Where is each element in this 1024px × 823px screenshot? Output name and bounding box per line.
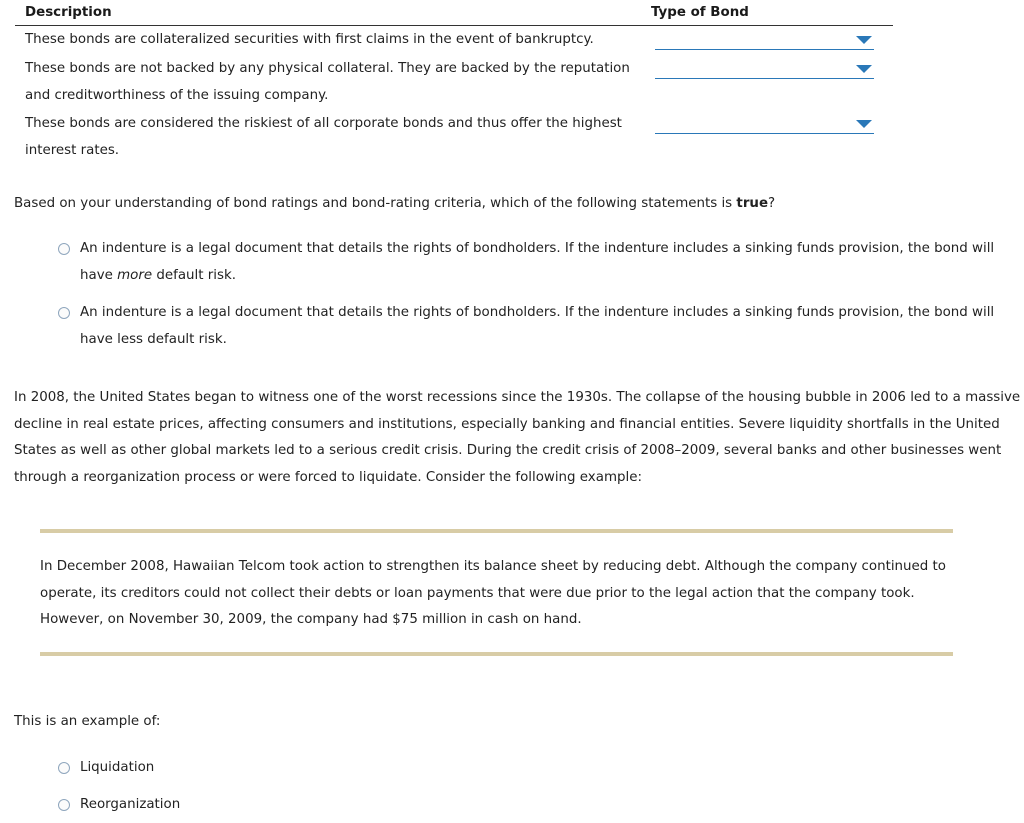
example-paragraph: In December 2008, Hawaiian Telcom took action to strengthen its balance sheet by reducing debt. Although the company continued to operate, its creditors could not collect their debts or loan payments that were due prior to the legal action that the company took. However, on November 30, 2009, the company had $75 million in cash on hand.	[40, 559, 946, 627]
question-1-prompt: Based on your understanding of bond ratings and bond-rating criteria, which of the following statements is true?	[14, 196, 776, 211]
bond-type-select-1[interactable]	[655, 31, 874, 50]
example-bottom-rule	[40, 652, 953, 656]
q2-option-liquidation-label[interactable]: Liquidation	[80, 760, 155, 775]
bond-type-select-2[interactable]	[655, 60, 874, 79]
q2-option-reorganization-radio[interactable]	[58, 799, 70, 811]
dropdown-arrow-icon	[856, 36, 872, 44]
question-2-prompt: This is an example of:	[14, 714, 161, 729]
q1-option-1-label[interactable]: An indenture is a legal document that details the rights of bondholders. If the indenture includes a sinking funds provision, the bond will have more default risk.	[80, 241, 995, 283]
q2-option-liquidation-radio[interactable]	[58, 762, 70, 774]
row-2-description: These bonds are not backed by any physical collateral. They are backed by the reputation and creditworthiness of the issuing company.	[25, 61, 630, 103]
dropdown-arrow-icon	[856, 120, 872, 128]
q1-option-2-label[interactable]: An indenture is a legal document that details the rights of bondholders. If the indenture includes a sinking funds provision, the bond will have less default risk.	[80, 305, 995, 347]
row-1-description: These bonds are collateralized securities with first claims in the event of bankruptcy.	[25, 32, 594, 47]
q2-option-reorganization-label[interactable]: Reorganization	[80, 797, 181, 812]
type-of-bond-header: Type of Bond	[651, 5, 749, 20]
row-3-description: These bonds are considered the riskiest of all corporate bonds and thus offer the highest interest rates.	[25, 116, 622, 158]
context-paragraph: In 2008, the United States began to witness one of the worst recessions since the 1930s. The collapse of the housing bubble in 2006 led to a massive decline in real estate prices, affecting consumers and institutions, especially banking and financial entities. Severe liquidity shortfalls in the United States as well as other global markets led to a serious credit crisis. During the credit crisis of 2008–2009, several banks and other businesses went through a reorganization process or were forced to liquidate. Consider the following example:	[14, 390, 1021, 485]
header-divider	[15, 25, 893, 26]
dropdown-arrow-icon	[856, 65, 872, 73]
q1-option-1-radio[interactable]	[58, 243, 70, 255]
bond-type-select-3[interactable]	[655, 115, 874, 134]
q1-option-2-radio[interactable]	[58, 307, 70, 319]
description-header: Description	[25, 5, 112, 20]
example-top-rule	[40, 529, 953, 533]
